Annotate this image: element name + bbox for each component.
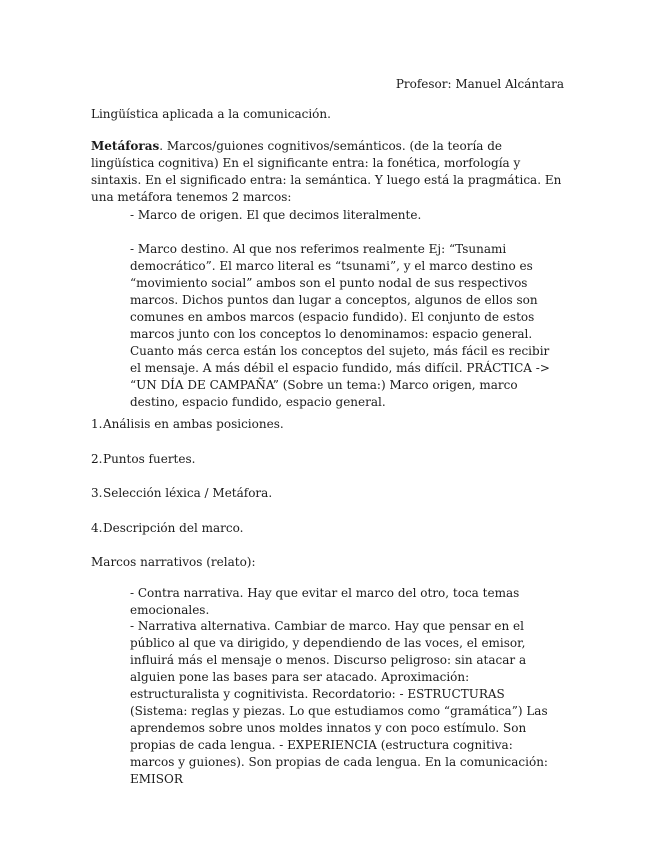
list-item: [91, 520, 243, 537]
list-number: 2.: [91, 452, 103, 466]
list-number: 3.: [91, 486, 103, 500]
list-text: Descripción del marco.: [103, 521, 244, 535]
subject-line: Lingüística aplicada a la comunicación.: [91, 107, 331, 121]
frame-destination-item: - Marco destino. Al que nos referimos realmente Ej: “Tsunami democrático”. El marco literal es “tsunami”, y el marco destino es “movimiento social” ambos son el punto nodal de sus respectivos marcos. Dichos puntos dan lugar a conceptos, algunos de ellos son comunes en ambos marcos (espacio fundido). El conjunto de estos marcos junto con los conceptos lo denominamos: espacio general. Cuanto más cerca están los conceptos del sujeto, más fácil es recibir el mensaje. A más débil el espacio fundido, más difícil. PRÁCTICA -> “UN DÍA DE CAMPAÑA” (Sobre un tema:) Marco origen, marco destino, espacio fundido, espacio general.: [130, 242, 550, 409]
list-text: Puntos fuertes.: [103, 452, 196, 466]
list-text: Análisis en ambas posiciones.: [103, 417, 284, 431]
list-number: 1.: [91, 417, 103, 431]
list-number: 4.: [91, 521, 103, 535]
metaphors-label: Metáforas: [91, 139, 160, 153]
list-text: Selección léxica / Metáfora.: [103, 486, 273, 500]
metaphors-paragraph: [91, 138, 563, 206]
list-item: [91, 485, 272, 502]
counter-narrative-item: - Contra narrativa. Hay que evitar el marco del otro, toca temas emocionales.: [130, 586, 520, 617]
professor-line: Profesor: Manuel Alcántara: [395, 77, 564, 91]
list-item: [91, 451, 195, 468]
narratives-heading: Marcos narrativos (relato):: [91, 555, 256, 569]
metaphors-text: . Marcos/guiones cognitivos/semánticos. (de la teoría de lingüística cognitiva) En el significante entra: la fonética, morfología y sintaxis. En el significado entra: la semántica. Y luego está la pragmática. En una metáfora tenemos 2 marcos:: [91, 139, 562, 204]
frame-origin-item: - Marco de origen. El que decimos literalmente.: [130, 208, 422, 222]
list-item: [91, 416, 284, 433]
alternative-narrative-item: - Narrativa alternativa. Cambiar de marco. Hay que pensar en el público al que va dirigido, y dependiendo de las voces, el emisor, influirá más el mensaje o menos. Discurso peligroso: sin atacar a alguien pone las bases para ser atacado. Aproximación: estructuralista y cognitivista. Recordatorio: - ESTRUCTURAS (Sistema: reglas y piezas. Lo que estudiamos como “gramática”) Las aprendemos sobre unos moldes innatos y con poco estímulo. Son propias de cada lengua. - EXPERIENCIA (estructura cognitiva: marcos y guiones). Son propias de cada lengua. En la comunicación: EMISOR: [130, 619, 548, 786]
